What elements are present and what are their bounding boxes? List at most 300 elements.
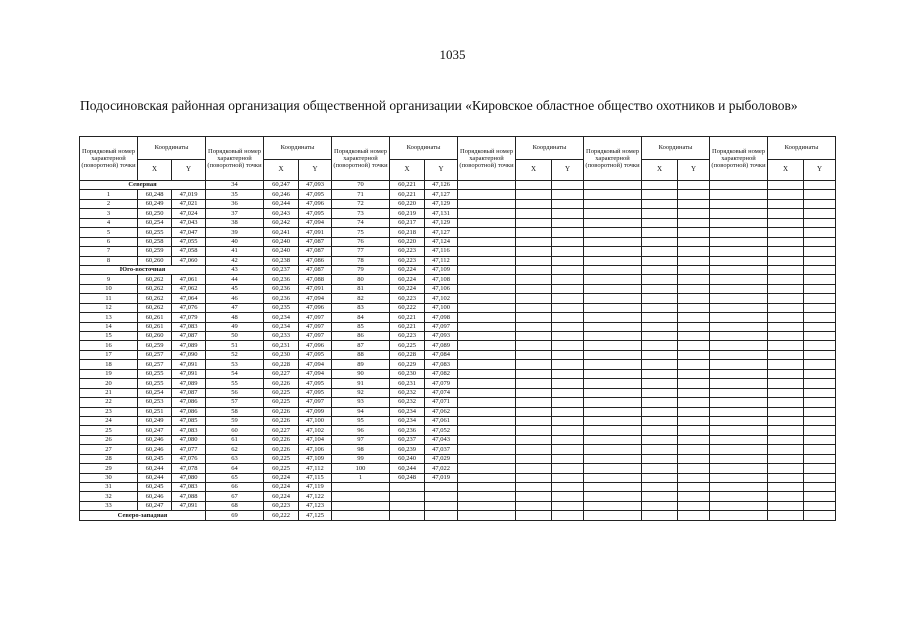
y-coordinate-cell: 47,102 — [425, 294, 458, 303]
point-number-cell: 76 — [332, 237, 390, 246]
y-coordinate-cell: 47,029 — [425, 454, 458, 463]
y-coordinate-cell — [804, 388, 836, 397]
point-number-cell — [710, 445, 768, 454]
table-row — [80, 426, 836, 435]
point-number-cell — [710, 379, 768, 388]
y-coordinate-cell — [804, 275, 836, 284]
x-coordinate-cell: 60,246 — [138, 492, 172, 501]
x-coordinate-cell: 60,224 — [264, 492, 299, 501]
x-coordinate-cell — [642, 256, 678, 265]
point-number-cell — [584, 294, 642, 303]
y-coordinate-cell: 47,094 — [299, 294, 332, 303]
x-coordinate-cell: 60,227 — [264, 426, 299, 435]
point-number-cell — [332, 511, 390, 520]
point-number-cell: 34 — [206, 181, 264, 190]
x-coordinate-cell — [642, 199, 678, 208]
point-number-cell — [584, 265, 642, 274]
x-coordinate-cell: 60,262 — [138, 303, 172, 312]
point-number-cell — [584, 435, 642, 444]
y-coordinate-cell — [804, 190, 836, 199]
x-coordinate-cell: 60,236 — [264, 294, 299, 303]
y-coordinate-cell: 47,078 — [172, 464, 206, 473]
y-coordinate-cell: 47,122 — [299, 492, 332, 501]
point-number-cell: 43 — [206, 265, 264, 274]
x-coordinate-cell — [642, 492, 678, 501]
y-coordinate-cell: 47,058 — [172, 247, 206, 256]
point-number-cell: 21 — [80, 388, 138, 397]
y-coordinate-cell — [552, 237, 584, 246]
y-coordinate-cell — [678, 275, 710, 284]
point-number-cell — [584, 275, 642, 284]
y-coordinate-cell — [552, 247, 584, 256]
point-number-cell — [710, 209, 768, 218]
x-coordinate-cell — [516, 199, 552, 208]
x-coordinate-cell — [642, 341, 678, 350]
table-row — [80, 256, 836, 265]
point-number-cell: 79 — [332, 265, 390, 274]
y-coordinate-cell — [552, 284, 584, 293]
x-coordinate-cell: 60,241 — [264, 228, 299, 237]
x-coordinate-cell — [768, 332, 804, 341]
y-coordinate-cell: 47,087 — [172, 388, 206, 397]
x-coordinate-cell — [642, 181, 678, 190]
x-coordinate-cell — [516, 454, 552, 463]
y-coordinate-cell — [678, 332, 710, 341]
point-number-cell — [332, 483, 390, 492]
y-coordinate-cell: 47,097 — [425, 322, 458, 331]
table-row — [80, 360, 836, 369]
table-row — [80, 379, 836, 388]
x-coordinate-cell: 60,258 — [138, 237, 172, 246]
point-number-cell — [458, 332, 516, 341]
point-number-cell: 13 — [80, 313, 138, 322]
point-number-cell — [584, 501, 642, 510]
y-coordinate-cell — [552, 379, 584, 388]
y-coordinate-cell: 47,019 — [172, 190, 206, 199]
point-number-cell — [710, 369, 768, 378]
point-number-cell: 59 — [206, 416, 264, 425]
point-number-cell: 25 — [80, 426, 138, 435]
y-coordinate-cell: 47,061 — [425, 416, 458, 425]
y-coordinate-cell: 47,124 — [425, 237, 458, 246]
point-number-cell — [584, 322, 642, 331]
x-coordinate-cell — [642, 388, 678, 397]
x-coordinate-cell — [516, 218, 552, 227]
table-row — [80, 275, 836, 284]
point-number-cell: 75 — [332, 228, 390, 237]
x-coordinate-cell — [768, 247, 804, 256]
point-number-cell: 15 — [80, 332, 138, 341]
x-coordinate-cell: 60,262 — [138, 275, 172, 284]
y-coordinate-cell — [678, 284, 710, 293]
y-coordinate-cell — [804, 209, 836, 218]
x-coordinate-cell — [516, 247, 552, 256]
point-number-cell — [584, 454, 642, 463]
y-coordinate-cell — [678, 294, 710, 303]
header-coordinates: Координаты — [264, 137, 332, 160]
point-number-cell: 97 — [332, 435, 390, 444]
y-coordinate-cell: 47,095 — [299, 350, 332, 359]
y-coordinate-cell — [804, 332, 836, 341]
table-row — [80, 492, 836, 501]
point-number-cell: 95 — [332, 416, 390, 425]
point-number-cell — [458, 303, 516, 312]
x-coordinate-cell: 60,230 — [264, 350, 299, 359]
point-number-cell — [710, 303, 768, 312]
x-coordinate-cell: 60,240 — [390, 454, 425, 463]
x-coordinate-cell: 60,221 — [390, 313, 425, 322]
x-coordinate-cell — [390, 511, 425, 520]
x-coordinate-cell — [642, 416, 678, 425]
x-coordinate-cell: 60,261 — [138, 313, 172, 322]
x-coordinate-cell: 60,260 — [138, 256, 172, 265]
point-number-cell — [710, 294, 768, 303]
point-number-cell — [710, 237, 768, 246]
y-coordinate-cell — [804, 199, 836, 208]
x-coordinate-cell — [768, 275, 804, 284]
x-coordinate-cell: 60,254 — [138, 218, 172, 227]
y-coordinate-cell: 47,064 — [172, 294, 206, 303]
y-coordinate-cell: 47,106 — [299, 445, 332, 454]
point-number-cell — [584, 303, 642, 312]
point-number-cell: 49 — [206, 322, 264, 331]
x-coordinate-cell — [642, 464, 678, 473]
y-coordinate-cell: 47,096 — [299, 341, 332, 350]
y-coordinate-cell — [804, 303, 836, 312]
y-coordinate-cell: 47,047 — [172, 228, 206, 237]
point-number-cell — [458, 265, 516, 274]
point-number-cell — [458, 454, 516, 463]
x-coordinate-cell — [390, 492, 425, 501]
y-coordinate-cell: 47,083 — [172, 483, 206, 492]
x-coordinate-cell: 60,239 — [390, 445, 425, 454]
x-coordinate-cell — [642, 454, 678, 463]
y-coordinate-cell — [678, 247, 710, 256]
point-number-cell: 77 — [332, 247, 390, 256]
x-coordinate-cell: 60,232 — [390, 398, 425, 407]
point-number-cell: 51 — [206, 341, 264, 350]
table-row — [80, 303, 836, 312]
point-number-cell — [584, 473, 642, 482]
point-number-cell: 44 — [206, 275, 264, 284]
x-coordinate-cell — [768, 265, 804, 274]
y-coordinate-cell — [678, 454, 710, 463]
table-row — [80, 332, 836, 341]
point-number-cell: 86 — [332, 332, 390, 341]
point-number-cell — [458, 256, 516, 265]
y-coordinate-cell: 47,024 — [172, 209, 206, 218]
y-coordinate-cell — [804, 379, 836, 388]
y-coordinate-cell — [552, 332, 584, 341]
x-coordinate-cell — [642, 313, 678, 322]
y-coordinate-cell: 47,091 — [172, 369, 206, 378]
point-number-cell: 10 — [80, 284, 138, 293]
y-coordinate-cell: 47,094 — [299, 360, 332, 369]
y-coordinate-cell — [678, 407, 710, 416]
point-number-cell: 93 — [332, 398, 390, 407]
point-number-cell: 23 — [80, 407, 138, 416]
point-number-cell: 46 — [206, 294, 264, 303]
y-coordinate-cell: 47,095 — [299, 388, 332, 397]
y-coordinate-cell: 47,088 — [172, 492, 206, 501]
x-coordinate-cell — [768, 313, 804, 322]
x-coordinate-cell: 60,253 — [138, 398, 172, 407]
y-coordinate-cell: 47,123 — [299, 501, 332, 510]
x-coordinate-cell: 60,226 — [264, 407, 299, 416]
x-coordinate-cell: 60,240 — [264, 247, 299, 256]
point-number-cell: 28 — [80, 454, 138, 463]
point-number-cell — [710, 473, 768, 482]
x-coordinate-cell — [642, 369, 678, 378]
x-coordinate-cell — [768, 209, 804, 218]
point-number-cell: 71 — [332, 190, 390, 199]
y-coordinate-cell — [678, 501, 710, 510]
x-coordinate-cell — [516, 464, 552, 473]
y-coordinate-cell: 47,096 — [299, 199, 332, 208]
x-coordinate-cell — [642, 398, 678, 407]
y-coordinate-cell — [552, 199, 584, 208]
x-coordinate-cell: 60,221 — [390, 190, 425, 199]
y-coordinate-cell — [804, 445, 836, 454]
x-coordinate-cell — [642, 247, 678, 256]
point-number-cell: 30 — [80, 473, 138, 482]
y-coordinate-cell: 47,097 — [299, 322, 332, 331]
x-coordinate-cell — [516, 181, 552, 190]
table-row — [80, 416, 836, 425]
x-coordinate-cell — [642, 483, 678, 492]
point-number-cell: 37 — [206, 209, 264, 218]
x-coordinate-cell: 60,224 — [390, 265, 425, 274]
y-coordinate-cell: 47,087 — [299, 237, 332, 246]
x-coordinate-cell: 60,223 — [390, 294, 425, 303]
y-coordinate-cell: 47,100 — [299, 416, 332, 425]
x-coordinate-cell: 60,237 — [264, 265, 299, 274]
header-point-number: Порядковый номер характерной (поворотной) точки — [80, 137, 138, 181]
x-coordinate-cell — [768, 199, 804, 208]
table-row — [80, 341, 836, 350]
x-coordinate-cell — [642, 445, 678, 454]
point-number-cell — [710, 199, 768, 208]
point-number-cell — [584, 388, 642, 397]
x-coordinate-cell: 60,250 — [138, 209, 172, 218]
x-coordinate-cell — [516, 398, 552, 407]
point-number-cell — [710, 483, 768, 492]
y-coordinate-cell: 47,093 — [425, 332, 458, 341]
x-coordinate-cell — [642, 190, 678, 199]
x-coordinate-cell: 60,223 — [390, 332, 425, 341]
point-number-cell: 57 — [206, 398, 264, 407]
y-coordinate-cell: 47,071 — [425, 398, 458, 407]
x-coordinate-cell — [768, 388, 804, 397]
point-number-cell: 16 — [80, 341, 138, 350]
y-coordinate-cell — [678, 388, 710, 397]
x-coordinate-cell: 60,254 — [138, 388, 172, 397]
point-number-cell: 33 — [80, 501, 138, 510]
point-number-cell: 85 — [332, 322, 390, 331]
y-coordinate-cell — [678, 369, 710, 378]
x-coordinate-cell — [642, 407, 678, 416]
point-number-cell — [710, 416, 768, 425]
y-coordinate-cell — [425, 511, 458, 520]
y-coordinate-cell: 47,131 — [425, 209, 458, 218]
x-coordinate-cell — [516, 407, 552, 416]
point-number-cell: 98 — [332, 445, 390, 454]
x-coordinate-cell: 60,224 — [264, 473, 299, 482]
x-coordinate-cell — [768, 284, 804, 293]
x-coordinate-cell — [516, 322, 552, 331]
point-number-cell — [710, 454, 768, 463]
point-number-cell — [584, 483, 642, 492]
x-coordinate-cell — [516, 492, 552, 501]
y-coordinate-cell: 47,062 — [425, 407, 458, 416]
y-coordinate-cell — [552, 388, 584, 397]
y-coordinate-cell — [678, 445, 710, 454]
x-coordinate-cell: 60,234 — [390, 407, 425, 416]
x-coordinate-cell: 60,238 — [264, 256, 299, 265]
header-coordinates: Координаты — [768, 137, 836, 160]
x-coordinate-cell — [642, 350, 678, 359]
point-number-cell: 63 — [206, 454, 264, 463]
header-coordinates: Координаты — [516, 137, 584, 160]
y-coordinate-cell — [552, 350, 584, 359]
point-number-cell: 80 — [332, 275, 390, 284]
point-number-cell: 73 — [332, 209, 390, 218]
x-coordinate-cell — [768, 350, 804, 359]
point-number-cell — [584, 332, 642, 341]
point-number-cell: 74 — [332, 218, 390, 227]
point-number-cell — [458, 181, 516, 190]
y-coordinate-cell — [804, 218, 836, 227]
point-number-cell: 14 — [80, 322, 138, 331]
x-coordinate-cell — [516, 228, 552, 237]
y-coordinate-cell — [678, 265, 710, 274]
y-coordinate-cell — [804, 313, 836, 322]
page-number: 1035 — [439, 47, 466, 62]
point-number-cell — [584, 426, 642, 435]
x-coordinate-cell — [516, 483, 552, 492]
x-coordinate-cell — [642, 501, 678, 510]
x-coordinate-cell — [768, 501, 804, 510]
y-coordinate-cell — [552, 398, 584, 407]
header-point-number: Порядковый номер характерной (поворотной) точки — [206, 137, 264, 181]
x-coordinate-cell — [516, 445, 552, 454]
table-row — [80, 190, 836, 199]
point-number-cell — [458, 445, 516, 454]
point-number-cell — [584, 209, 642, 218]
point-number-cell — [584, 416, 642, 425]
point-number-cell: 54 — [206, 369, 264, 378]
y-coordinate-cell — [678, 416, 710, 425]
y-coordinate-cell — [552, 341, 584, 350]
table-row — [80, 199, 836, 208]
point-number-cell: 7 — [80, 247, 138, 256]
x-coordinate-cell — [516, 303, 552, 312]
table-row — [80, 322, 836, 331]
header-x: X — [390, 160, 425, 181]
x-coordinate-cell: 60,228 — [390, 350, 425, 359]
point-number-cell — [458, 341, 516, 350]
y-coordinate-cell: 47,077 — [172, 445, 206, 454]
point-number-cell — [584, 369, 642, 378]
x-coordinate-cell — [390, 501, 425, 510]
y-coordinate-cell: 47,076 — [172, 303, 206, 312]
x-coordinate-cell — [516, 388, 552, 397]
y-coordinate-cell: 47,112 — [425, 256, 458, 265]
y-coordinate-cell — [552, 492, 584, 501]
point-number-cell: 1 — [80, 190, 138, 199]
x-coordinate-cell: 60,219 — [390, 209, 425, 218]
x-coordinate-cell — [768, 369, 804, 378]
x-coordinate-cell — [516, 360, 552, 369]
point-number-cell: 39 — [206, 228, 264, 237]
point-number-cell: 12 — [80, 303, 138, 312]
point-number-cell: 5 — [80, 228, 138, 237]
y-coordinate-cell: 47,127 — [425, 190, 458, 199]
x-coordinate-cell: 60,244 — [138, 473, 172, 482]
header-coordinates: Координаты — [138, 137, 206, 160]
y-coordinate-cell: 47,083 — [172, 426, 206, 435]
y-coordinate-cell — [804, 464, 836, 473]
coordinates-table — [79, 136, 836, 521]
y-coordinate-cell: 47,086 — [172, 407, 206, 416]
x-coordinate-cell — [516, 275, 552, 284]
x-coordinate-cell: 60,228 — [264, 360, 299, 369]
x-coordinate-cell — [768, 218, 804, 227]
section-label: Северо-западная — [80, 511, 206, 520]
point-number-cell — [458, 426, 516, 435]
y-coordinate-cell: 47,022 — [425, 464, 458, 473]
header-y: Y — [678, 160, 710, 181]
y-coordinate-cell — [552, 265, 584, 274]
x-coordinate-cell: 60,246 — [138, 445, 172, 454]
y-coordinate-cell — [552, 275, 584, 284]
y-coordinate-cell: 47,095 — [299, 209, 332, 218]
x-coordinate-cell: 60,247 — [138, 501, 172, 510]
point-number-cell — [710, 511, 768, 520]
x-coordinate-cell — [768, 256, 804, 265]
point-number-cell — [584, 199, 642, 208]
y-coordinate-cell: 47,089 — [425, 341, 458, 350]
y-coordinate-cell — [552, 445, 584, 454]
point-number-cell: 26 — [80, 435, 138, 444]
x-coordinate-cell: 60,242 — [264, 218, 299, 227]
x-coordinate-cell — [768, 407, 804, 416]
table-row — [80, 483, 836, 492]
point-number-cell — [584, 284, 642, 293]
point-number-cell — [332, 501, 390, 510]
y-coordinate-cell — [804, 284, 836, 293]
point-number-cell — [458, 379, 516, 388]
table-row — [80, 398, 836, 407]
y-coordinate-cell — [804, 228, 836, 237]
y-coordinate-cell: 47,087 — [299, 265, 332, 274]
x-coordinate-cell — [642, 265, 678, 274]
x-coordinate-cell: 60,237 — [390, 435, 425, 444]
point-number-cell — [458, 435, 516, 444]
x-coordinate-cell — [516, 256, 552, 265]
y-coordinate-cell: 47,108 — [425, 275, 458, 284]
point-number-cell — [710, 407, 768, 416]
header-x: X — [642, 160, 678, 181]
y-coordinate-cell: 47,091 — [299, 228, 332, 237]
point-number-cell: 27 — [80, 445, 138, 454]
x-coordinate-cell — [642, 435, 678, 444]
x-coordinate-cell: 60,259 — [138, 341, 172, 350]
x-coordinate-cell — [768, 237, 804, 246]
point-number-cell — [710, 341, 768, 350]
y-coordinate-cell: 47,100 — [425, 303, 458, 312]
y-coordinate-cell — [552, 209, 584, 218]
